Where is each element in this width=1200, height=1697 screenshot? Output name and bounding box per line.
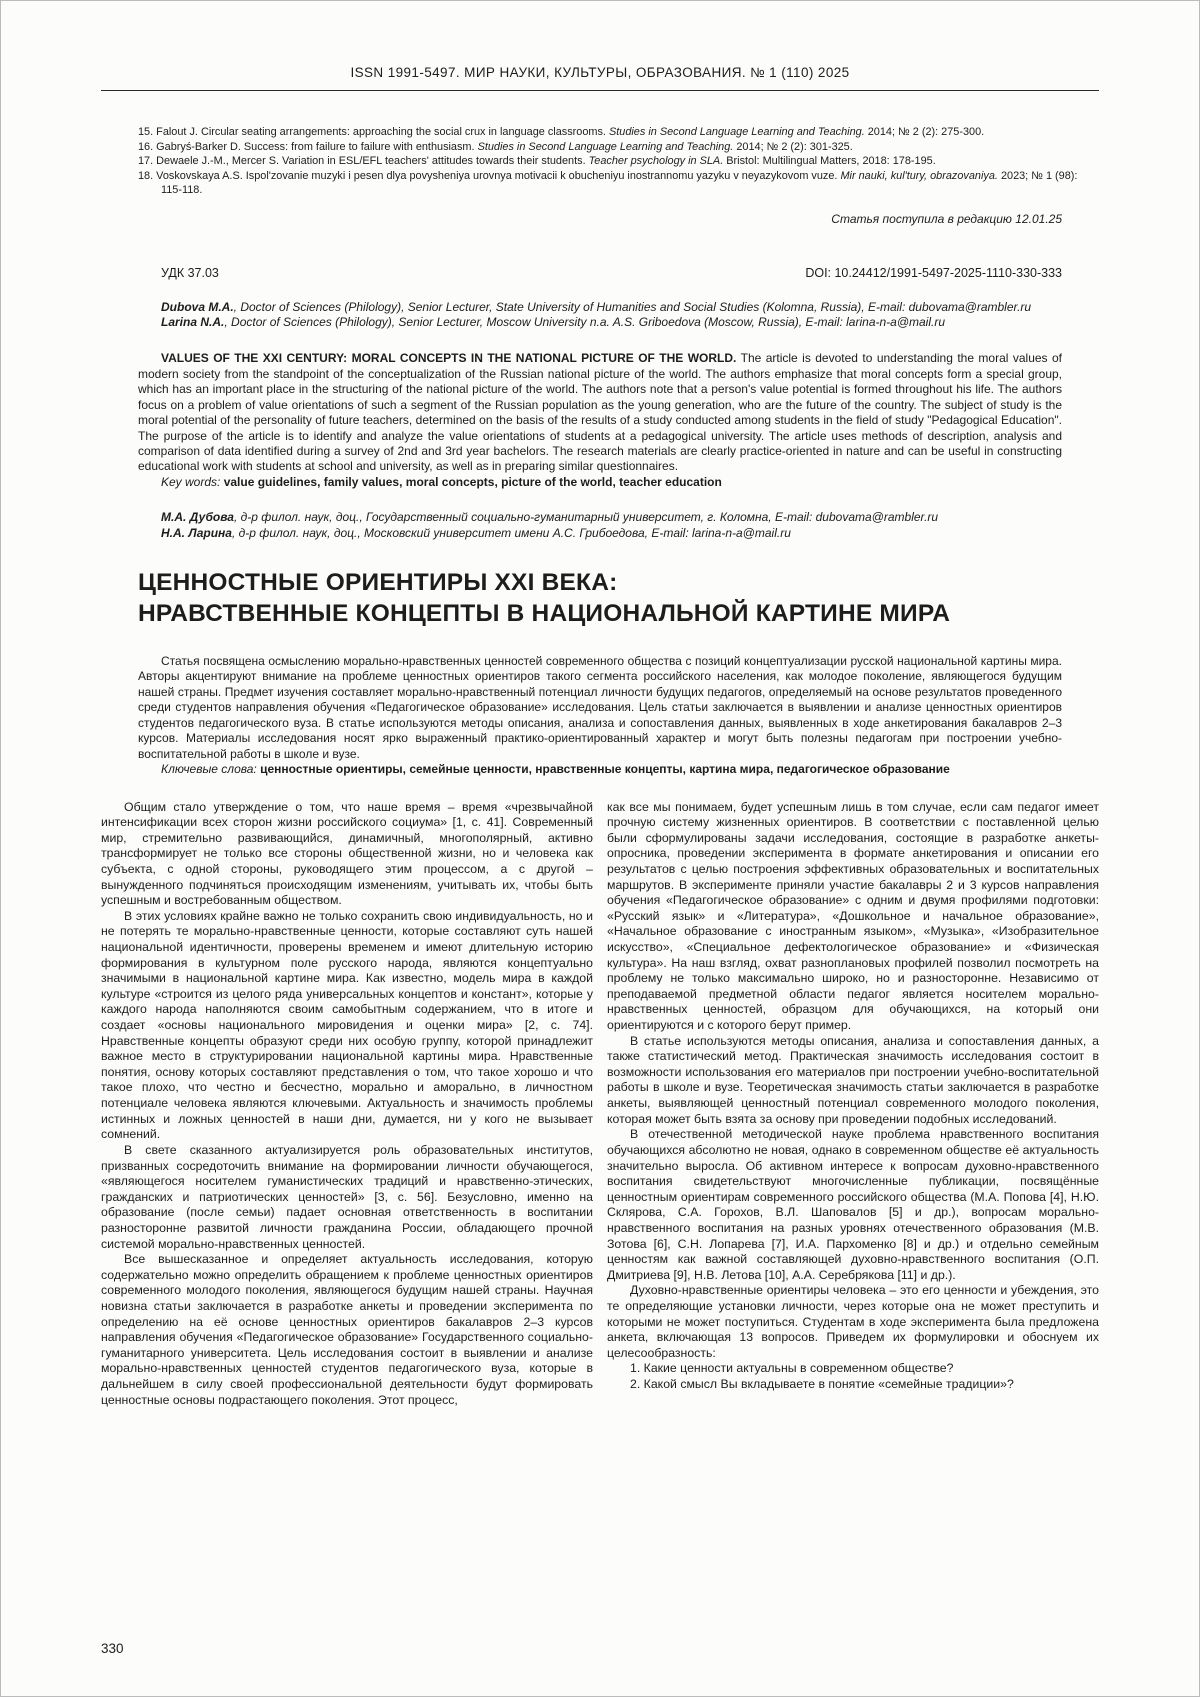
keywords-en [138,475,1062,490]
abstract-en-paragraph [138,351,1062,475]
reference-text: Falout J. Circular seating arrangements: approaching the social crux in language classrooms. [156,126,606,138]
body-paragraph: В этих условиях крайне важно не только сохранить свою индивидуальность, но и не потерять те морально-нравственные ценности, которые составляют суть нашей национальной идентичности, проверены временем и имеют длительную историю формирования в культурном поле русского народа, являются концептуально значимыми в национальной картине мира. Как известно, модель мира в каждой культуре «строится из целого ряда универсальных концептов и констант», которые у каждого народа наполняются своим самобытным содержанием, что в итоге и создает «основы национального мировидения и оценки мира» [2, с. 74]. Нравственные концепты образуют среди них особую группу, которой принадлежит важное место в структурировании национальной картины мира. Нравственные понятия, основу которых составляют представления о том, что такое хорошо и что такое плохо, что честно и бесчестно, морально и аморально, в личностном потенциале человека являются ключевыми. Актуальность и значимость проблемы истинных и ложных ценностей в наши дни, думается, ни у кого не вызывает сомнений. [101,908,593,1142]
body-column-right [607,800,1099,1409]
keywords-en-text: value guidelines, family values, moral concepts, picture of the world, teacher education [223,474,722,489]
reference-item [138,154,1089,169]
keywords-ru [138,762,1062,777]
abstract-en-title: VALUES OF THE XXI CENTURY: MORAL CONCEPTS IN THE NATIONAL PICTURE OF THE WORLD. [161,351,737,366]
reference-source: Mir nauki, kul'tury, obrazovaniya. [840,169,998,182]
reference-source: Teacher psychology in SLA. [588,155,724,167]
questionnaire-item: 2. Какой смысл Вы вкладываете в понятие «семейные традиции»? [630,1377,1014,1392]
author-line-ru [161,526,1062,542]
author-name: Н.А. Ларина [161,526,232,541]
article-title [138,568,1062,630]
abstract-en [138,351,1062,490]
keywords-en-label: Key words: [161,474,221,489]
reference-text: Gabryś-Barker D. Success: from failure to failure with enthusiasm. [156,140,475,153]
abstract-ru-paragraph: Статья посвящена осмыслению морально-нравственных ценностей современного общества с позиций концептуализации русской национальной картины мира. Авторы акцентируют внимание на проблеме ценностных ориентиров такого сегмента российского населения, как молодое поколение, являющегося будущим нашей страны. Предмет изучения составляет морально-нравственный потенциал личности будущих педагогов, определяемый на основе результатов проведенного среди студентов направления обучения «Педагогическое образование» исследования. Цель статьи заключается в выявлении и анализе ценностных ориентиров студентов педагогического вуза. В статье используются методы описания, анализа и сопоставления данных, выявленных в ходе анкетирования бакалавров 2–3 курсов. Материалы исследования носят ярко выраженный практико-ориентированный характер и могут быть полезны педагогам при построении учебно-воспитательной работы в школе и вузе. [138,653,1062,761]
reference-item [138,169,1089,198]
abstract-en-body: The article is devoted to understanding the moral values of modern society from the standpoint of the conceptualization of the Russian national picture of the world. The authors emphasize that moral concepts form a special group, which has an important place in the structuring of the national picture of the world. The authors note that a person's value potential is formed throughout his life. The authors focus on a problem of value orientations of such a segment of the Russian population as the young generation, who are the future of the country. The subject of study is the moral potential of the personality of future teachers, determined on the basis of the results of a study conducted among students in the field of study "Pedagogical Education". The purpose of the article is to identify and analyze the value orientations of students at a pedagogical university. The article uses methods of description, analysis and comparison of data identified during a survey of 2nd and 3rd year bachelors. The research materials are clearly practice-oriented in nature and can be useful in constructing educational work with students at school and university, as well as in preparing similar questionnaires. [138,351,1062,474]
questionnaire-item: 1. Какие ценности актуальны в современном обществе? [630,1361,954,1376]
author-name: Larina N.A. [161,315,225,330]
reference-source: Studies in Second Language Learning and Teaching. [477,140,734,153]
reference-pages: Bristol: Multilingual Matters, 2018: 178-195. [726,155,936,167]
author-name: Dubova M.A. [161,299,234,314]
reference-pages: 2014; № 2 (2): 275-300. [867,126,985,138]
page-number: 330 [101,1641,124,1656]
body-paragraph: Общим стало утверждение о том, что наше время – время «чрезвычайной интенсификации всех сторон жизни российского социума» [1, с. 41]. Современный мир, стремительно развивающийся, динамичный, многополярный, активно трансформирует не только все стороны общественной жизни, но и человека как субъекта, с одной стороны, руководящего этим процессом, а с другой – вынужденного подчиняться происходящим изменениям, учитывать их, чтобы быть успешным и востребованным обществом. [101,799,593,908]
author-name: М.А. Дубова [161,510,234,525]
body-paragraph: Все вышесказанное и определяет актуальность исследования, которую содержательно можно определить обращением к проблеме ценностных ориентиров современного молодого поколения, являющегося будущим нашей страны. Научная новизна статьи заключается в разработке анкеты и проведении эксперимента по определению на её основе ценностных ориентиров бакалавров 2–3 курсов направления обучения «Педагогическое образование» Государственного социально-гуманитарного университета. Цель исследования состоит в выявлении и анализе морально-нравственных ценностей студентов педагогического вуза, которые в дальнейшем в силу своей профессиональной деятельности будут формировать ценностные основы подрастающего поколения. Этот процесс, [101,1252,593,1407]
reference-number: 18. [138,169,154,182]
article-body [101,800,1099,1409]
received-note: Статья поступила в редакцию 12.01.25 [831,211,1062,226]
udc-code: УДК 37.03 [161,265,219,280]
body-paragraph: В отечественной методической науке проблема нравственного воспитания обучающихся абсолютно не новая, однако в современном обществе её актуальность значительно выросла. Об активном интересе к вопросам духовно-нравственного воспитания свидетельствуют многочисленные публикации, посвящённые ценностным ориентирам современного российского общества (М.А. Попова [4], Н.Ю. Склярова, С.А. Горохов, В.Л. Шаповалов [5] и др.), вопросам морально-нравственного воспитания на разных уровнях отечественного образования (М.В. Зотова [6], С.Н. Лопарева [7], И.А. Пархоменко [8] и др.) и отдельно семейным ценностям как важной составляющей духовно-нравственного воспитания (О.П. Дмитриева [9], Н.В. Летова [10], А.А. Серебрякова [11] и др.). [607,1127,1099,1282]
body-column-left [101,800,593,1409]
author-details: , Doctor of Sciences (Philology), Senior Lecturer, State University of Humanities and Social Studies (Kolomna, Russia), E-mail: dubovama@rambler.ru [233,299,1032,314]
article-title-line1: ЦЕННОСТНЫЕ ОРИЕНТИРЫ XXI ВЕКА: [138,569,618,597]
reference-source: Studies in Second Language Learning and Teaching. [608,126,865,138]
reference-number: 17. [138,155,154,167]
authors-ru [161,510,1062,542]
author-line-en [161,300,1062,316]
meta-row [161,266,1062,280]
author-line-en [161,315,1062,331]
header-divider [101,90,1099,91]
body-paragraph: Духовно-нравственные ориентиры человека – это его ценности и убеждения, это те определяющие установки личности, через которые она не может преступить и которыми не может поступиться. Студентам в ходе эксперимента была предложена анкета, включающая 13 вопросов. Приведем их формулировки и обоснуем их целесообразность: [607,1283,1099,1360]
article-title-line2: НРАВСТВЕННЫЕ КОНЦЕПТЫ В НАЦИОНАЛЬНОЙ КАРТИНЕ МИРА [138,599,951,627]
keywords-ru-text: ценностные ориентиры, семейные ценности, нравственные концепты, картина мира, педагогическое образование [260,762,950,777]
author-details: , д-р филол. наук, доц., Московский университет имени А.С. Грибоедова, E-mail: larina-n-a@mail.ru [231,526,791,541]
doi: DOI: 10.24412/1991-5497-2025-1110-330-333 [805,265,1062,280]
reference-item [138,140,1089,155]
reference-item [138,125,1089,140]
running-head: ISSN 1991-5497. МИР НАУКИ, КУЛЬТУРЫ, ОБРАЗОВАНИЯ. № 1 (110) 2025 [350,65,850,80]
body-paragraph: В свете сказанного актуализируется роль образовательных институтов, призванных сосредоточить внимание на формировании личности обучающегося, «являющегося носителем гуманистических традиций и нравственно-этических, гражданских и патриотических ценностей» [3, с. 56]. Безусловно, именно на образование (после семьи) падает основная ответственность в воспитании разносторонне развитой личности гражданина России, обладающего прочной системой морально-нравственных ценностей. [101,1142,593,1251]
reference-list [138,125,1089,198]
keywords-ru-label: Ключевые слова: [161,762,257,777]
body-paragraph: В статье используются методы описания, анализа и сопоставления данных, а также статистический метод. Практическая значимость исследования состоит в возможности использования его материалов при построении учебно-воспитательной работы в школе и вузе. Теоретическая значимость статьи заключается в разработке анкеты, выявляющей ценностный потенциал современного молодого поколения, которая может быть взята за основу при проведении подобных исследований. [607,1033,1099,1126]
reference-number: 15. [138,126,154,138]
reference-text: Voskovskaya A.S. Ispol'zovanie muzyki i pesen dlya povysheniya urovnya motivacii k obucheniyu inostrannomu yazyku v neyazykovom vuze. [156,169,838,182]
reference-text: Dewaele J.-M., Mercer S. Variation in ESL/EFL teachers' attitudes towards their students. [156,155,586,167]
author-details: , д-р филол. наук, доц., Государственный социально-гуманитарный университет, г. Коломна, E-mail: dubovama@rambler.ru [233,510,939,525]
author-details: , Doctor of Sciences (Philology), Senior Lecturer, Moscow University n.a. A.S. Griboedova (Moscow, Russia), E-mail: larina-n-a@mail.ru [224,315,946,330]
body-paragraph: как все мы понимаем, будет успешным лишь в том случае, если сам педагог имеет прочную систему жизненных ориентиров. В соответствии с поставленной целью были сформулированы задачи исследования, состоящие в разработке анкеты-опросника, проведении эксперимента в формате анкетирования и описании его результатов с целью построения эффективных образовательных и воспитательных маршрутов. В эксперименте приняли участие бакалавры 2 и 3 курсов направления обучения «Педагогическое образование» с одним и двумя профилями подготовки: «Русский язык» и «Литература», «Дошкольное и начальное образование», «Начальное образование с иностранным языком», «Музыка», «Изобразительное искусство», «Специальное дефектологическое образование» и «Физическая культура». На наш взгляд, охват разноплановых профилей позволил посмотреть на проблему не только максимально широко, но и разносторонне. Независимо от преподаваемой предметной области педагог является носителем морально-нравственных ценностей, образцом для обучающихся, на который они ориентируются и с которого берут пример. [607,799,1099,1033]
reference-number: 16. [138,140,154,153]
reference-pages: 2014; № 2 (2): 301-325. [736,140,853,153]
reference-pages: 2023; № 1 (98): 115-118. [161,169,1078,196]
abstract-ru [138,654,1062,778]
author-line-ru [161,510,1062,526]
authors-en [161,300,1062,332]
